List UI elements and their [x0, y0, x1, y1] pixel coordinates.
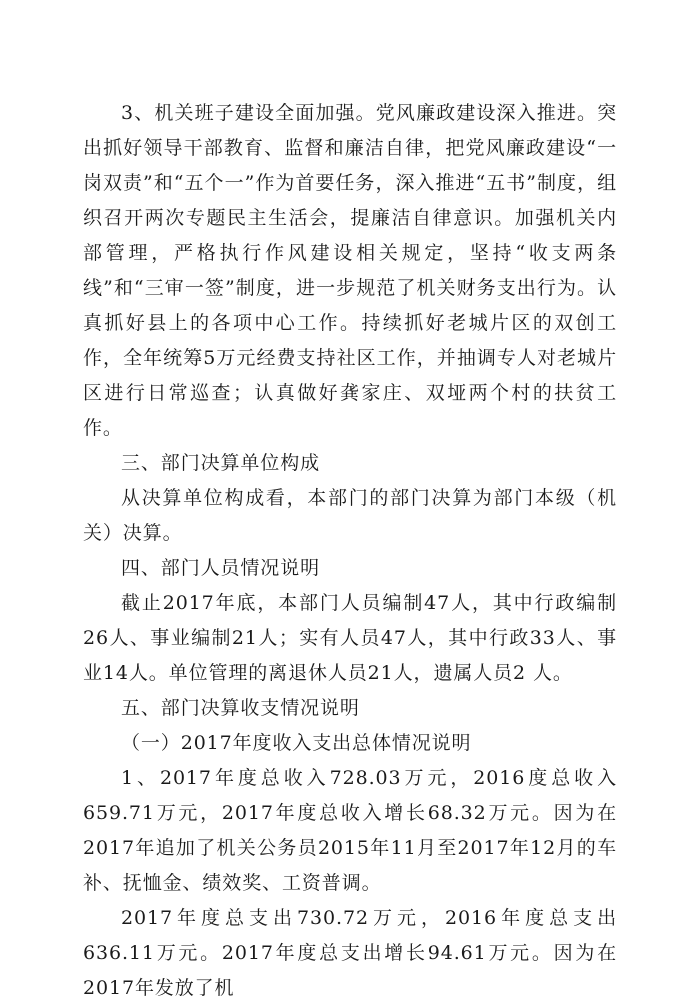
- heading-staff: 四、部门人员情况说明: [121, 557, 321, 579]
- paragraph-staff: 截止2017年底，本部门人员编制47人，其中行政编制26人、事业编制21人；实有人员47人，其中行政33人、事业14人。单位管理的离退休人员21人，遗属人员2 人。: [83, 592, 617, 684]
- heading-budget: 五、部门决算收支情况说明: [121, 697, 360, 719]
- paragraph-leadership: 3、机关班子建设全面加强。党风廉政建设深入推进。突出抓好领导干部教育、监督和廉洁自律，把党风廉政建设“一岗双责”和“五个一”作为首要任务，深入推进“五书”制度，组织召开两次专题民主生活会，提廉洁自律意识。加强机关内部管理，严格执行作风建设相关规定，坚持“收支两条线”和“三审一签”制度，进一步规范了机关财务支出行为。认真抓好县上的各项中心工作。持续抓好老城片区的双创工作，全年统筹5万元经费支持社区工作，并抽调专人对老城片区进行日常巡查；认真做好龚家庄、双垭两个村的扶贫工作。: [83, 102, 617, 439]
- paragraph-unit-composition: 从决算单位构成看，本部门的部门决算为部门本级（机关）决算。: [83, 487, 617, 544]
- heading-unit-composition: 三、部门决算单位构成: [121, 452, 321, 474]
- paragraph-expense: 2017年度总支出730.72万元，2016年度总支出636.11万元。2017年度总支出增长94.61万元。因为在2017年发放了机: [83, 907, 617, 999]
- heading-budget-overview: （一）2017年度收入支出总体情况说明: [121, 732, 472, 754]
- paragraph-income: 1、2017年度总收入728.03万元，2016度总收入659.71万元，2017年度总收入增长68.32万元。因为在2017年追加了机关公务员2015年11月至2017年12月的车补、抚恤金、绩效奖、工资普调。: [83, 767, 617, 894]
- document-body: [83, 96, 617, 1006]
